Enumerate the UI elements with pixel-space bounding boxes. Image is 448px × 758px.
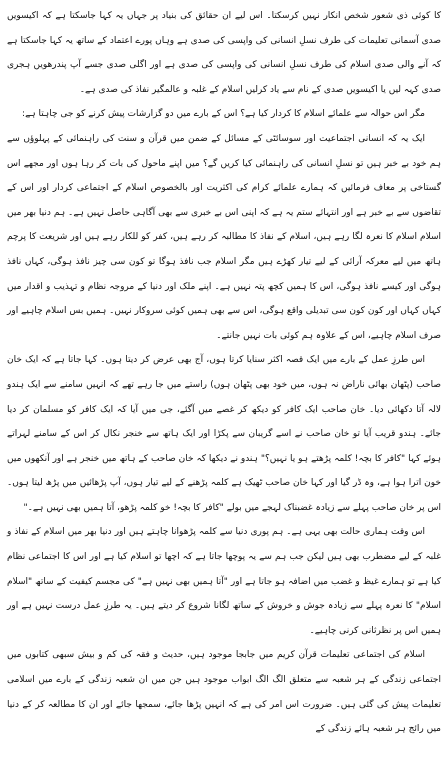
paragraph-current-state: اس وقت ہماری حالت بھی یہی ہے۔ ہم پوری دنیا سے کلمہ پڑھوانا چاہتے ہیں اور دنیا بھر میں اسلام کے نفاذ و غلبہ کے لیے مضطرب بھی ہیں لیکن جب ہم سے یہ پوچھا جاتا ہے کہ اچھا تو اسلام کیا ہے اور اس کا اجتماعی نظام کیا ہے تو ہمارے غیظ و غضب میں اضافہ ہو جاتا ہے اور "آتا ہمیں بھی نہیں ہے" کی مجسم کیفیت کے ساتھ "اسلام اسلام" کا نعرہ پہلے سے زیادہ جوش و خروش کے ساتھ لگانا شروع کر دیتے ہیں۔ یہ طرزِ عمل درست نہیں ہے اور ہمیں اس پر نظرثانی کرنی چاہیے۔ <box>7 527 441 636</box>
paragraph-khan-story: اس طرزِ عمل کے بارے میں ایک قصہ اکثر سنایا کرتا ہوں، آج بھی عرض کر دیتا ہوں۔ کہا جاتا ہے کہ ایک خان صاحب (پٹھان بھائی ناراض نہ ہوں، میں خود بھی پٹھان ہوں) راستے میں جا رہے تھے کہ انہیں سامنے سے ایک ہندو لالہ آتا دکھائی دیا۔ خان صاحب ایک کافر کو دیکھ کر غصے میں آگئے، جی میں آیا کہ ایک کافر کو مسلمان کر دیا جائے۔ ہندو قریب آیا تو خان صاحب نے اسے گریبان سے پکڑا اور ایک ہاتھ سے خنجر نکال کر اس کے سامنے لہراتے ہوئے کہا "کافر کا بچہ! کلمہ پڑھتے ہو یا نہیں؟" ہندو نے دیکھا کہ خان صاحب کے ہاتھ میں خنجر ہے اور آنکھوں میں خون اترا ہوا ہے، وہ ڈر گیا اور کہا خان صاحب ٹھیک ہے کلمہ پڑھنے کے لیے تیار ہوں، آپ پڑھائیں میں پڑھ لیتا ہوں۔ اس پر خان صاحب پہلے سے زیادہ غضبناک لہجے میں بولے "کافر کا بچہ! خو کلمہ پڑھو، آتا ہمیں بھی نہیں ہے۔" <box>7 355 441 513</box>
paragraph-continuation: کا کوئی ذی شعور شخص انکار نہیں کرسکتا۔ اس لیے ان حقائق کی بنیاد پر جہاں یہ کہا جاسکتا ہے کہ اکیسویں صدی آسمانی تعلیمات کی طرف نسلِ انسانی کی واپسی کی صدی ہے وہاں پورے اعتماد کے ساتھ یہ کہا جاسکتا ہے کہ آنے والی صدی اسلام کی طرف نسلِ انسانی کی واپسی کی صدی ہے اور اگلی صدی جسے آپ پندرھویں ہجری صدی کہہ لیں یا اکیسویں صدی کے نام سے یاد کرلیں اسلام کے غلبہ و عالمگیر نفاذ کی صدی ہے۔ <box>7 11 441 95</box>
paragraph-first-point: ایک یہ کہ انسانی اجتماعیت اور سوسائٹی کے مسائل کے ضمن میں قرآن و سنت کی راہنمائی کے پہلوؤں سے ہم خود بے خبر ہیں تو نسلِ انسانی کی راہنمائی کیا کریں گے؟ میں اپنے ماحول کی بات کر رہا ہوں اور مجھے اس گستاخی پر معاف فرمائیں کہ ہمارے علمائے کرام کی اکثریت اور بالخصوص اسلام کے اجتماعی کردار اور اس کے تقاضوں سے بے خبر ہے اور انتہائے ستم یہ ہے کہ اپنی اس بے خبری سے بھی آگاہی حاصل نہیں ہے۔ ہم دنیا بھر میں اسلام اسلام کا نعرہ لگا رہے ہیں، اسلام کے نفاذ کا مطالبہ کر رہے ہیں، کفر کو للکار رہے ہیں اور شریعت کا پرچم ہاتھ میں لیے معرکہ آرائی کے لیے تیار کھڑے ہیں مگر اسلام جب نافذ ہوگا تو کون سی چیز نافذ ہوگی، کہاں نافذ ہوگی اور کیسے نافذ ہوگی، اس کا ہمیں کچھ پتہ نہیں ہے۔ اپنے ملک اور دنیا کے مروجہ نظام و تہذیب و اقدار میں کہاں کہاں اور کون کون سی تبدیلی واقع ہوگی، اس سے بھی ہمیں کوئی سروکار نہیں۔ ہمیں بس اسلام چاہیے اور صرف اسلام چاہیے، اس کے علاوہ ہم کوئی بات نہیں جانتے۔ <box>7 133 441 341</box>
paragraph-ulema-question: مگر اس حوالہ سے علمائے اسلام کا کردار کیا ہے؟ اس کے بارے میں دو گزارشات پیش کرنے کو جی چاہتا ہے: <box>22 109 425 120</box>
paragraph-islamic-teachings: اسلام کی اجتماعی تعلیمات قرآن کریم میں جابجا موجود ہیں، حدیث و فقہ کی کم و بیش سبھی کتابوں میں اجتماعی زندگی کے ہر شعبہ سے متعلق الگ الگ ابواب موجود ہیں جن میں ان شعبہ زندگی کے بارے میں اسلامی تعلیمات پیش کی گئی ہیں۔ ضرورت اس امر کی ہے کہ انہیں پڑھا جائے، سمجھا جائے اور ان کا مطالعہ کر کے دنیا میں رائج ہر شعبہ ہائے زندگی کے <box>7 650 441 735</box>
